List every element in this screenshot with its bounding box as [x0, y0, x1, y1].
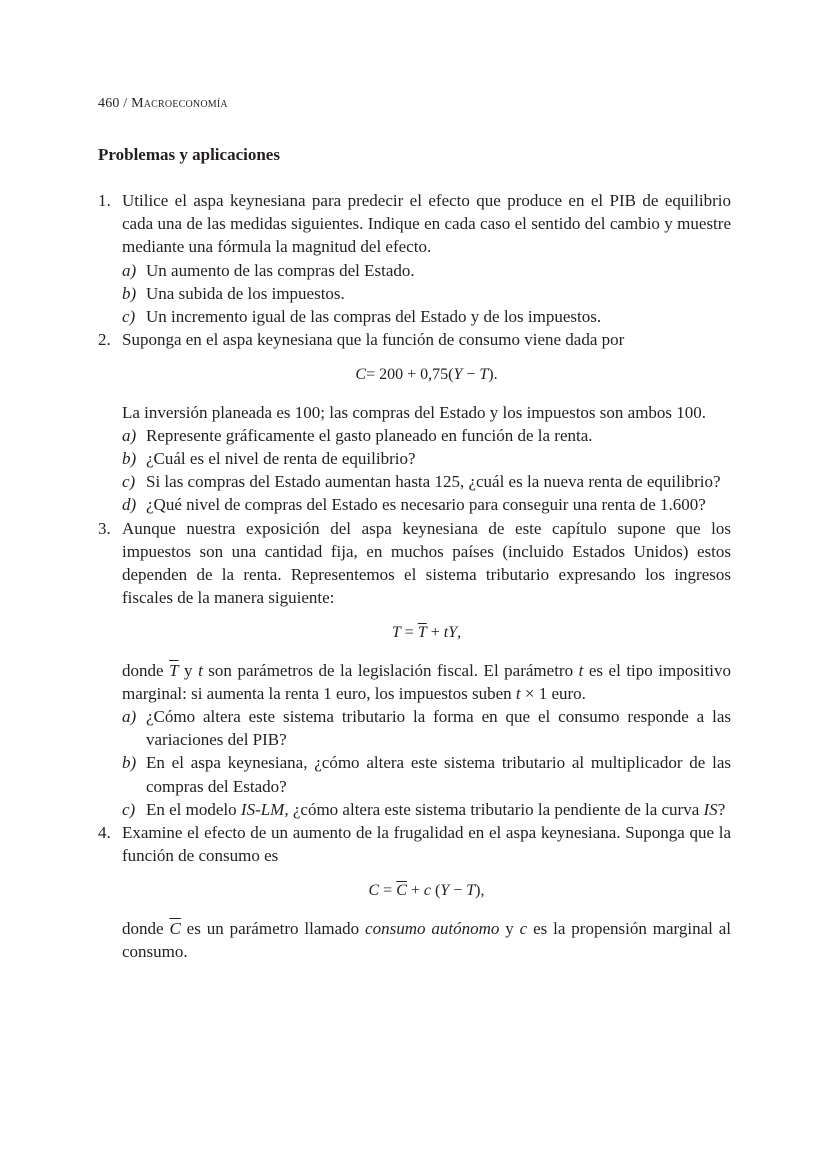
problem-item: [122, 282, 731, 305]
item-text: En el aspa keynesiana, ¿cómo altera este sistema tributario al multiplicador de las compras del Estado?: [146, 753, 731, 796]
formula-symbol: T: [391, 624, 401, 642]
text-run: ?: [717, 799, 726, 819]
running-head: [98, 96, 228, 112]
text-run: es un parámetro llamado: [180, 918, 366, 938]
text-run: En el modelo: [146, 799, 241, 819]
problem-1: [98, 189, 731, 328]
problem-text: Utilice el aspa keynesiana para predecir el efecto que produce en el PIB de equilibrio cada una de las medidas siguientes. Indique en cada caso el sentido del cambio y muestre mediante una fórmula la magnitud del efecto.: [122, 191, 731, 257]
text-run: y: [178, 660, 199, 680]
formula-text: = 200 + 0,75(: [366, 366, 454, 384]
formula-symbol: C: [368, 882, 380, 900]
math-symbol: t: [198, 660, 203, 680]
formula-symbol: c: [423, 882, 431, 900]
item-text: Represente gráficamente el gasto planeado en función de la renta.: [146, 425, 593, 445]
page-number: 460 /: [98, 96, 128, 111]
item-text: Una subida de los impuestos.: [146, 283, 345, 303]
section-title: Problemas y aplicaciones: [98, 145, 280, 164]
defined-term: consumo autónomo: [365, 918, 500, 938]
problem-text: Aunque nuestra exposición del aspa keynesiana de este capítulo supone que los impuestos son una cantidad fija, en muchos países (incluido Estados Unidos) estos dependen de la renta. Representemos el sistema tributario expresando los ingresos fiscales de la manera siguiente:: [122, 518, 731, 608]
formula-text: =: [400, 624, 418, 642]
problem-item: [122, 798, 731, 821]
problem-item: [122, 470, 731, 493]
formula-text: +: [426, 624, 444, 642]
item-label: a): [122, 425, 137, 445]
text-run: donde: [122, 918, 170, 938]
consumption-formula: [122, 363, 731, 386]
text-run: × 1 euro.: [520, 683, 586, 703]
formula-symbol: T: [466, 882, 476, 900]
formula-symbol: Y: [440, 882, 450, 900]
text-run: es el tipo impositivo marginal: si aumenta la renta 1 euro, los impuestos suben: [122, 660, 732, 703]
problem-text: Examine el efecto de un aumento de la frugalidad en el aspa keynesiana. Suponga que la función de consumo es: [122, 823, 731, 866]
problem-item: [122, 751, 731, 797]
formula-symbol: C: [355, 366, 367, 384]
problem-number: 2.: [98, 330, 111, 350]
formula-text: ).: [488, 366, 498, 384]
problem-item: [122, 447, 731, 470]
formula-symbol: tY: [443, 624, 458, 642]
item-label: b): [122, 283, 137, 303]
book-title: Macroeconomía: [131, 96, 228, 111]
problem-3: [98, 517, 731, 821]
text-run: son parámetros de la legislación fiscal. El parámetro: [202, 660, 579, 680]
math-symbol-bar: $\overline{T}$: [169, 660, 179, 680]
problem-4: [98, 821, 731, 963]
item-text: ¿Qué nivel de compras del Estado es necesario para conseguir una renta de 1.600?: [146, 495, 706, 515]
item-label: b): [122, 753, 137, 773]
formula-symbol: T: [479, 366, 489, 384]
item-text: ¿Cómo altera este sistema tributario la forma en que el consumo responde a las variaciones del PIB?: [146, 707, 731, 750]
curve-name: IS: [703, 799, 718, 819]
item-text: Un aumento de las compras del Estado.: [146, 260, 415, 280]
item-label: c): [122, 799, 136, 819]
problem-item: [122, 705, 731, 751]
problem-item: [122, 259, 731, 282]
item-label: a): [122, 707, 137, 727]
item-text: ¿Cuál es el nivel de renta de equilibrio?: [146, 449, 416, 469]
text-run: es la propensión marginal al consumo.: [122, 918, 731, 961]
problem-item: [122, 493, 731, 516]
problem-text-continued: La inversión planeada es 100; las compras del Estado y los impuestos son ambos 100.: [122, 402, 707, 422]
problem-text-continued: [122, 659, 731, 705]
item-text: Si las compras del Estado aumentan hasta 125, ¿cuál es la nueva renta de equilibrio?: [146, 472, 721, 492]
text-run: y: [499, 918, 520, 938]
problem-number: 3.: [98, 518, 111, 538]
formula-text: −: [449, 882, 467, 900]
item-text: Un incremento igual de las compras del Estado y de los impuestos.: [146, 307, 602, 327]
math-symbol: t: [578, 660, 584, 680]
formula-symbol: Y: [453, 366, 463, 384]
problem-text-continued: [122, 917, 731, 963]
item-label: b): [122, 449, 137, 469]
formula-text: ,: [457, 624, 462, 642]
formula-text: =: [379, 882, 397, 900]
problem-number: 4.: [98, 823, 111, 843]
problem-item: [122, 424, 731, 447]
problem-2: [98, 328, 731, 516]
problem-item: [122, 305, 731, 328]
problem-text: Suponga en el aspa keynesiana que la función de consumo viene dada por: [122, 330, 625, 350]
item-label: c): [122, 472, 136, 492]
tax-formula: [122, 621, 731, 644]
item-label: d): [122, 495, 137, 515]
math-symbol-bar: $\overline{C}$: [169, 918, 181, 938]
model-name: IS-LM,: [240, 799, 289, 819]
math-symbol: t: [515, 683, 521, 703]
consumption-formula: [122, 879, 731, 902]
math-symbol: c: [519, 918, 528, 938]
formula-symbol-bar: $\overline{C}$: [396, 882, 407, 900]
text-run: donde: [122, 660, 170, 680]
problem-number: 1.: [98, 191, 111, 210]
formula-text: ),: [475, 882, 485, 900]
formula-symbol-bar: $\overline{T}$: [417, 624, 427, 642]
item-label: a): [122, 260, 137, 280]
item-label: c): [122, 307, 136, 327]
formula-text: +: [406, 882, 424, 900]
problem-list: [98, 189, 731, 963]
formula-text: −: [462, 366, 480, 384]
item-text: [146, 800, 725, 819]
text-run: ¿cómo altera este sistema tributario la pendiente de la curva: [288, 799, 704, 819]
formula-text: (: [431, 882, 441, 900]
